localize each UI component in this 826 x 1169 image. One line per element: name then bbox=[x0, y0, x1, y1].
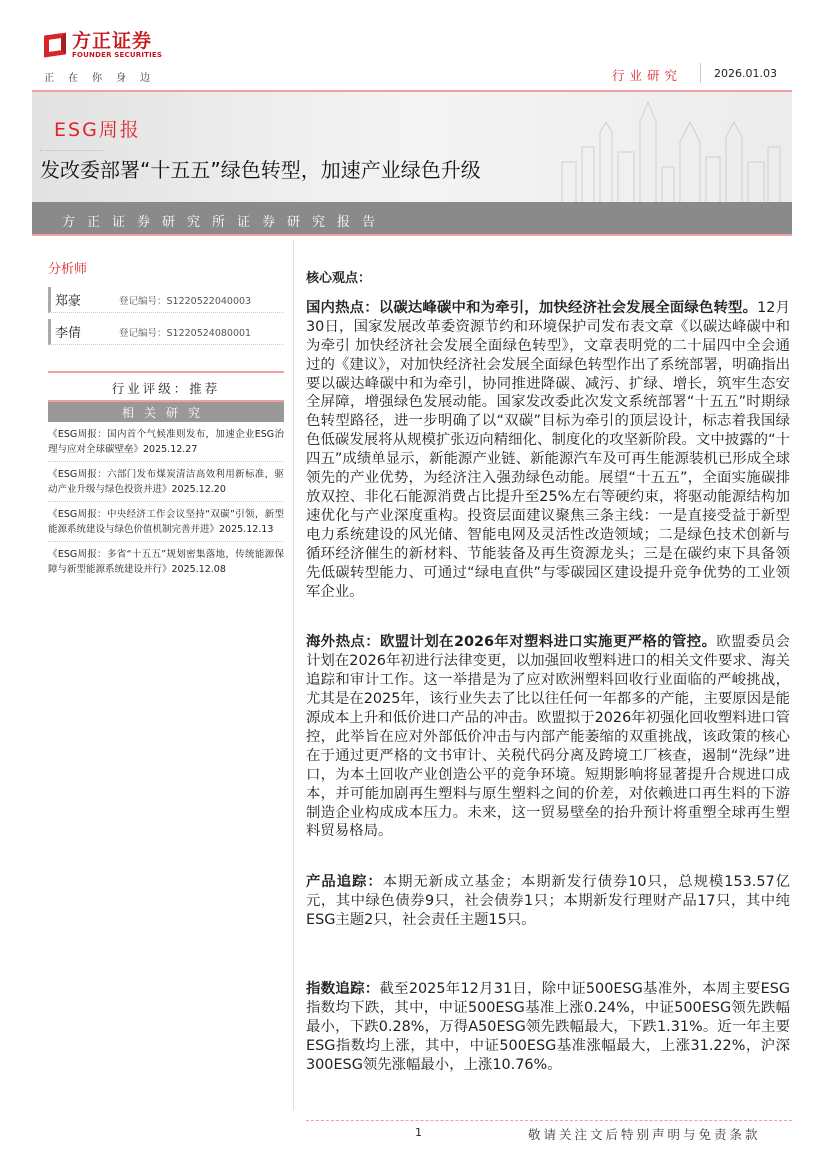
institute-name: 方正证券研究所证券研究报告 bbox=[62, 215, 388, 230]
skyline-illustration-icon bbox=[552, 92, 792, 202]
title-banner bbox=[32, 92, 792, 202]
core-views-heading: 核心观点： bbox=[306, 271, 372, 286]
related-report-link[interactable]: 《ESG周报：国内首个气候准则发布，加速企业ESG治理与应对全球碳壁垒》2025.12.27 bbox=[48, 422, 284, 462]
column-divider bbox=[293, 240, 294, 1110]
paragraph-lead: 指数追踪： bbox=[306, 981, 380, 998]
analyst-row bbox=[48, 287, 284, 313]
analyst-name: 郑豪 bbox=[55, 294, 82, 309]
paragraph-overseas bbox=[306, 633, 790, 841]
paragraph-body: 截至2025年12月31日，除中证500ESG基准外，本周主要ESG指数均下跌，其中，中证500ESG基准上涨0.24%，中证500ESG领先跌幅最小，下跌0.28%，万得A50ESG领先跌幅最大，下跌1.31%。近一年主要ESG指数均上涨，其中，中证500ESG基准涨幅最大，上涨31.22%，沪深300ESG领先涨幅最小，上涨10.76%。 bbox=[306, 981, 790, 1073]
related-report-link[interactable]: 《ESG周报：多省“十五五”规划密集落地，传统能源保障与新型能源系统建设并行》2025.12.08 bbox=[48, 549, 284, 575]
related-report-link[interactable]: 《ESG周报：六部门发布煤炭清洁高效利用新标准，驱动产业升级与绿色投资并进》2025.12.20 bbox=[48, 462, 284, 502]
report-title: 发改委部署“十五五”绿色转型，加速产业绿色升级 bbox=[40, 158, 481, 182]
paragraph-body: 本期无新成立基金；本期新发行债券10只，总规模153.57亿元，其中绿色债券9只，社会债券1只；本期新发行理财产品17只，其中纯ESG主题2只，社会责任主题15只。 bbox=[306, 874, 790, 929]
header-separator bbox=[700, 63, 701, 83]
paragraph-domestic bbox=[306, 299, 790, 602]
related-research-heading: 相关研究 bbox=[48, 400, 284, 422]
analyst-name: 李倩 bbox=[55, 326, 82, 341]
logo-mark-icon bbox=[44, 32, 66, 57]
report-category: 行业研究 bbox=[612, 68, 683, 83]
paragraph-index bbox=[306, 980, 790, 1075]
banner-divider bbox=[32, 234, 792, 236]
report-date: 2026.01.03 bbox=[714, 67, 777, 80]
footer-divider bbox=[306, 1120, 792, 1121]
paragraph-body: 欧盟委员会计划在2026年初进行法律变更，以加强回收塑料进口的相关文件要求、海关追踪和审计工作。这一举措是为了应对欧洲塑料回收行业面临的严峻挑战，尤其是在2025年，该行业失去了比以往任何一年都多的产能，主要原因是能源成本上升和低价进口产品的冲击。欧盟拟于2026年初强化回收塑料进口管控，此举旨在应对外部低价冲击与内部产能萎缩的双重挑战，该政策的核心在于通过更严格的文书审计、关税代码分离及跨境工厂核查，遏制“洗绿”进口，为本土回收产业创造公平的竞争环境。短期影响将显著提升合规进口成本，并可能加剧再生塑料与原生塑料之间的价差，对依赖进口再生料的下游制造企业构成成本压力。未来，这一贸易壁垒的抬升预计将重塑全球再生塑料贸易格局。 bbox=[306, 634, 790, 840]
paragraph-lead: 国内热点：以碳达峰碳中和为牵引，加快经济社会发展全面绿色转型。 bbox=[306, 299, 758, 316]
main-content bbox=[306, 270, 790, 1107]
title-separator bbox=[40, 150, 104, 151]
company-logo bbox=[44, 31, 162, 59]
analyst-row bbox=[48, 319, 284, 345]
tagline: 正在你身边 bbox=[44, 73, 164, 84]
page-number: 1 bbox=[415, 1126, 422, 1139]
logo-name-cn: 方正证券 bbox=[72, 30, 153, 52]
paragraph-products bbox=[306, 873, 790, 930]
disclaimer-note: 敬请关注文后特别声明与免责条款 bbox=[528, 1127, 761, 1142]
report-series: ESG周报 bbox=[54, 119, 141, 141]
sidebar bbox=[48, 258, 284, 581]
logo-name-en: FOUNDER SECURITIES bbox=[72, 51, 163, 59]
paragraph-lead: 产品追踪： bbox=[306, 874, 383, 891]
related-report-link[interactable]: 《ESG周报：中央经济工作会议坚持“双碳”引领，新型能源系统建设与绿色价值机制完善并进》2025.12.13 bbox=[48, 502, 284, 542]
analyst-reg: 登记编号：S1220524080001 bbox=[119, 327, 252, 339]
paragraph-lead: 海外热点：欧盟计划在2026年对塑料进口实施更严格的管控。 bbox=[306, 634, 717, 651]
industry-rating: 行业评级：推荐 bbox=[111, 381, 221, 396]
analyst-heading: 分析师 bbox=[48, 262, 88, 277]
paragraph-body: 12月30日，国家发展改革委资源节约和环境保护司发布表文章《以碳达峰碳中和为牵引 加快经济社会发展全面绿色转型》，文章表明党的二十届四中全会通过的《建议》，对加快经济社会发展全面绿色转型作出了系统部署，明确指出要以碳达峰碳中和为牵引，协同推进降碳、减污、扩绿、增长，筑牢生态安全屏障，增强绿色发展动能。国家发改委此次发文系统部署“十五五”时期绿色转型路径，进一步明确了以“双碳”目标为牵引的顶层设计，标志着我国绿色低碳发展将从规模扩张迈向精细化、制度化的攻坚新阶段。文中披露的“十四五”成绩单显示，新能源产业链、新能源汽车及可再生能源装机已形成全球领先的产业优势，为经济注入强劲绿色动能。展望“十五五”，全面实施碳排放双控、非化石能源消费占比提升至25%左右等硬约束，将驱动能源结构加速优化与产业深度重构。投资层面建议聚焦三条主线：一是直接受益于新型电力系统建设的风光储、智能电网及灵活性改造领域；二是绿色技术创新与循环经济催生的新材料、节能装备及再生资源龙头；三是在碳约束下具备领先低碳转型能力、可通过“绿电直供”与零碳园区建设提升竞争优势的工业领军企业。 bbox=[306, 299, 790, 600]
analyst-reg: 登记编号：S1220522040003 bbox=[119, 295, 252, 307]
